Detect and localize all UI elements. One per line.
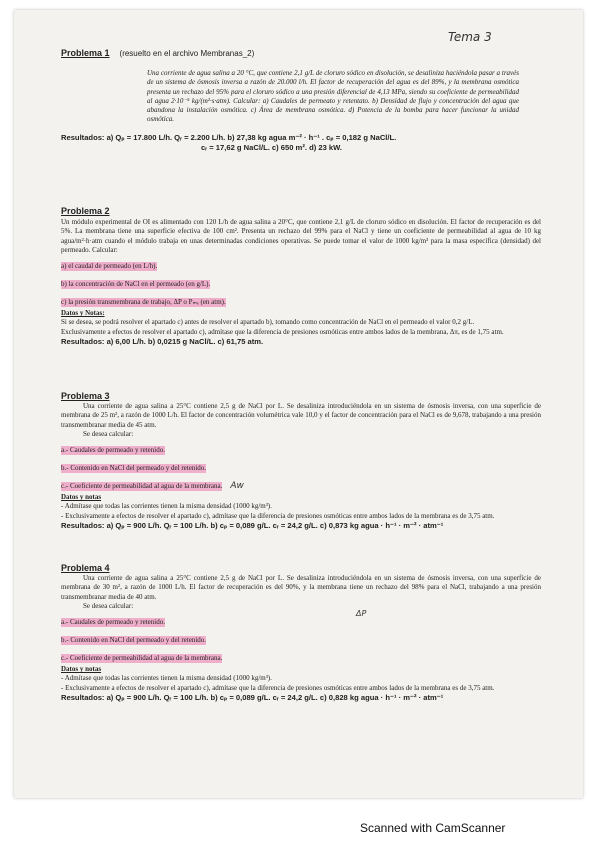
problem-2-notes-title: Datos y Notas:	[61, 309, 105, 318]
problem-1-results-line2: cᵣ = 17,62 g NaCl/L. c) 650 m². d) 23 kW.	[201, 142, 342, 152]
problem-2-results: Resultados: a) 6,00 L/h. b) 0,0215 g NaCl/L. c) 61,75 atm.	[61, 336, 264, 346]
handwritten-aw: Aw	[230, 481, 244, 492]
problem-4-note-1: - Admítase que todas las corrientes tienen la misma densidad (1000 kg/m³).	[61, 674, 272, 683]
problem-2-title: Problema 2	[61, 206, 110, 216]
problem-2	[61, 206, 541, 347]
problem-4-ask: Se desea calcular:	[83, 601, 134, 610]
problem-3-ask: Se desea calcular:	[83, 429, 134, 438]
problem-3-item-c: c.- Coeficiente de permeabilidad al agua de la membrana.	[61, 482, 223, 491]
problem-3-notes-title: Datos y notas	[61, 493, 102, 502]
problem-4-item-a: a.- Caudales de permeado y retenido.	[61, 618, 165, 627]
problem-2-item-b: b) la concentración de NaCl en el permeado (en g/L).	[61, 280, 211, 289]
problem-3	[61, 391, 541, 531]
problem-4-statement: Una corriente de agua salina a 25°C contiene 2,5 g de NaCl por L. Se desaliniza introduciéndola en un sistema de ósmosis inversa, con una superficie de membrana de 30 m², a razón de 1000 L/h. El factor de recuperación es del 90%, y la membrana tiene un rechazo del 98% para el NaCl, trabajando a una presión transmembranar media de 40 atm.	[61, 574, 541, 601]
problem-4	[61, 563, 541, 703]
problem-1-heading	[61, 43, 541, 61]
problem-1	[61, 43, 541, 153]
problem-2-item-a: a) el caudal de permeado (en L/h).	[61, 262, 158, 271]
problem-2-note-1: Si se desea, se podrá resolver el apartado c) antes de resolver el apartado b), tomando como concentración de NaCl en el permeado el valor 0,2 g/L.	[61, 318, 475, 327]
problem-1-note: (resuelto en el archivo Membranas_2)	[119, 49, 255, 58]
problem-3-title: Problema 3	[61, 391, 110, 401]
problem-1-statement: Una corriente de agua salina a 20 °C, que contiene 2,1 g/L de cloruro sódico en disolución, se desaliniza haciéndola pasar a través de un sistema de ósmosis inversa a razón de 20.000 l/h. El factor de recuperación del agua es del 89%, y la membrana osmótica presenta un rechazo del 95% para el cloruro sódico a una presión diferencial de 4,13 MPa, siendo su coeficiente de permeabilidad al agua 2·10⁻⁵ kg/(m²·s·atm). Calcular: a) Caudales de permeato y retentato. b) Densidad de flujo y concentración del agua que abandona la instalación osmótica. c) Área de membrana osmótica. d) Potencia de la bomba para hacer funcionar la unidad osmótica.	[147, 69, 519, 124]
scanner-watermark: Scanned with CamScanner	[360, 821, 506, 835]
problem-3-item-b: b.- Contenido en NaCl del permeado y del retenido.	[61, 464, 207, 473]
problem-3-results: Resultados: a) Qₚ = 900 L/h. Qᵣ = 100 L/h. b) cₚ = 0,089 g/L. cᵣ = 24,2 g/L. c) 0,873 kg agua · h⁻¹ · m⁻² · atm⁻¹	[61, 520, 444, 530]
problem-4-title: Problema 4	[61, 563, 110, 573]
problem-2-statement: Un módulo experimental de OI es alimentado con 120 L/h de agua salina a 20°C, que contiene 2,1 g/L de cloruro sódico en disolución. El factor de recuperación es del 5%. La membrana tiene una superficie efectiva de 100 cm². Presenta un rechazo del 99% para el NaCl y tiene un coeficiente de permeabilidad al agua de 10 kg agua/m²·h·atm cuando el módulo trabaja en unas determinadas condiciones operativas. Se puede tomar el valor de 1000 kg/m³ para la masa específica (densidad) del permeado. Calcular:	[61, 218, 541, 254]
problem-3-item-a: a.- Caudales de permeado y retenido.	[61, 446, 165, 455]
problem-4-item-b: b.- Contenido en NaCl del permeado y del retenido.	[61, 636, 207, 645]
handwritten-dp: ΔP	[356, 609, 367, 618]
problem-3-statement: Una corriente de agua salina a 25°C contiene 2,5 g de NaCl por L. Se desaliniza introduciéndola en un sistema de ósmosis inversa, con una superficie de membrana de 25 m², a razón de 1000 L/h. El factor de concentración volumétrica vale 10,0 y el factor de concentración para el NaCl es de 9,678, trabajando a una presión transmembranar media de 45 atm.	[61, 402, 541, 429]
problem-4-note-2: - Exclusivamente a efectos de resolver el apartado c), admítase que la diferencia de presiones osmóticas entre ambos lados de la membrana es de 3,75 atm.	[61, 683, 495, 692]
problem-4-results: Resultados: a) Qₚ = 900 L/h. Qᵣ = 100 L/h. b) cₚ = 0,089 g/L. cᵣ = 24,2 g/L. c) 0,828 kg agua · h⁻¹ · m⁻² · atm⁻¹	[61, 692, 444, 702]
problem-4-item-c: c.- Coeficiente de permeabilidad al agua de la membrana.	[61, 654, 223, 663]
problem-2-note-2: Exclusivamente a efectos de resolver el apartado c), admítase que la diferencia de presiones osmóticas entre ambos lados de la membrana, Δπ, es de 1,75 atm.	[61, 327, 504, 336]
handwritten-tema: Tema 3	[448, 30, 492, 44]
problem-3-note-2: - Exclusivamente a efectos de resolver el apartado c), admítase que la diferencia de presiones osmóticas entre ambos lados de la membrana es de 3,75 atm.	[61, 511, 495, 520]
problem-1-title: Problema 1	[61, 48, 110, 58]
problem-1-results-line1: Resultados: a) Qₚ = 17.800 L/h. Qᵣ = 2.200 L/h. b) 27,38 kg agua m⁻² · h⁻¹ . cₚ = 0,182 g NaCl/L.	[61, 132, 397, 142]
problem-3-note-1: - Admítase que todas las corrientes tienen la misma densidad (1000 kg/m³).	[61, 502, 272, 511]
problem-4-notes-title: Datos y notas	[61, 665, 102, 674]
problem-2-item-c: c) la presión transmembrana de trabajo, ΔP o Pₘₑ (en atm).	[61, 298, 226, 307]
